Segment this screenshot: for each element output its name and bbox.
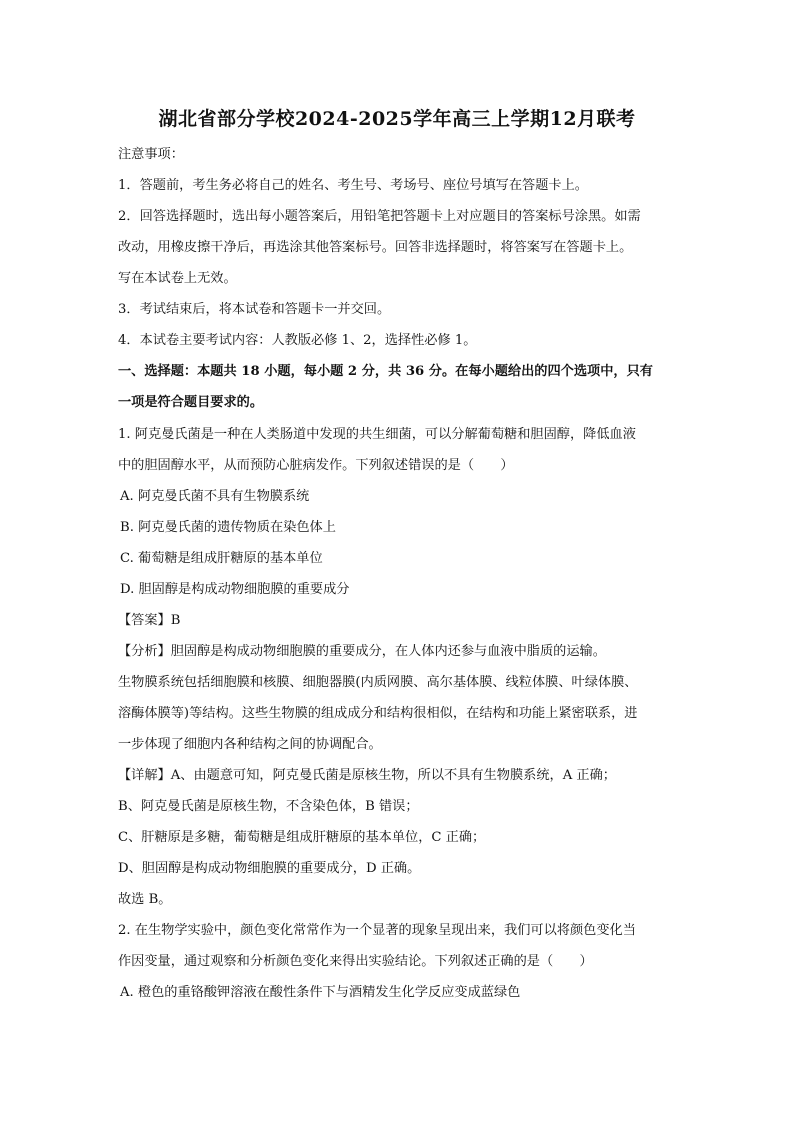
q1-analysis-line-4: 一步体现了细胞内各种结构之间的协调配合。 [118,737,382,752]
q1-stem-line-1: 1. 阿克曼氏菌是一种在人类肠道中发现的共生细菌，可以分解葡萄糖和胆固醇，降低血液 [118,427,636,442]
section-heading-line-2: 一项是符合题目要求的。 [118,395,264,410]
notice-item-4: 4．本试卷主要考试内容：人教版必修 1、2，选择性必修 1。 [118,333,477,348]
q1-option-a: A. 阿克曼氏菌不具有生物膜系统 [120,489,310,504]
page-title: 湖北省部分学校2024-2025学年高三上学期12月联考 [158,108,636,130]
q1-detail-line-3: C、肝糖原是多糖，葡萄糖是组成肝糖原的基本单位，C 正确； [118,830,486,845]
q1-option-d: D. 胆固醇是构成动物细胞膜的重要成分 [120,582,350,597]
q1-detail-line-4: D、胆固醇是构成动物细胞膜的重要成分，D 正确。 [118,861,421,876]
notice-item-2-line-1: 2．回答选择题时，选出每小题答案后，用铅笔把答题卡上对应题目的答案标号涂黑。如需 [118,209,641,224]
section-heading-line-1: 一、选择题：本题共 18 小题，每小题 2 分，共 36 分。在每小题给出的四个选项中，只有 [118,364,653,379]
q1-stem-line-2: 中的胆固醇水平，从而预防心脏病发作。下列叙述错误的是（ ） [118,458,514,473]
q2-stem-line-1: 2. 在生物学实验中，颜色变化常常作为一个显著的现象呈现出来，我们可以将颜色变化当 [118,923,636,938]
q1-detail-line-1: 【详解】A、由题意可知，阿克曼氏菌是原核生物，所以不具有生物膜系统，A 正确； [118,768,616,783]
q2-option-a: A. 橙色的重铬酸钾溶液在酸性条件下与酒精发生化学反应变成蓝绿色 [120,985,521,1000]
notice-item-2-line-3: 写在本试卷上无效。 [118,271,237,286]
q1-analysis-line-3: 溶酶体膜等)等结构。这些生物膜的组成成分和结构很相似，在结构和功能上紧密联系，进 [118,706,638,721]
notice-heading: 注意事项： [118,147,184,162]
notice-item-3: 3．考试结束后，将本试卷和答题卡一并交回。 [118,302,391,317]
q1-detail-line-2: B、阿克曼氏菌是原核生物，不含染色体，B 错误； [118,799,419,814]
q1-option-b: B. 阿克曼氏菌的遗传物质在染色体上 [120,520,336,535]
notice-item-1: 1．答题前，考生务必将自己的姓名、考生号、考场号、座位号填写在答题卡上。 [118,178,588,193]
q1-option-c: C. 葡萄糖是组成肝糖原的基本单位 [120,551,323,566]
q1-analysis-line-2: 生物膜系统包括细胞膜和核膜、细胞器膜(内质网膜、高尔基体膜、线粒体膜、叶绿体膜、 [118,675,638,690]
notice-item-2-line-2: 改动，用橡皮擦干净后，再选涂其他答案标号。回答非选择题时，将答案写在答题卡上。 [118,240,633,255]
q1-answer: 【答案】B [118,613,181,628]
q1-conclusion: 故选 B。 [118,892,172,907]
q2-stem-line-2: 作因变量，通过观察和分析颜色变化来得出实验结论。下列叙述正确的是（ ） [118,954,593,969]
q1-analysis-line-1: 【分析】胆固醇是构成动物细胞膜的重要成分，在人体内还参与血液中脂质的运输。 [118,644,606,659]
